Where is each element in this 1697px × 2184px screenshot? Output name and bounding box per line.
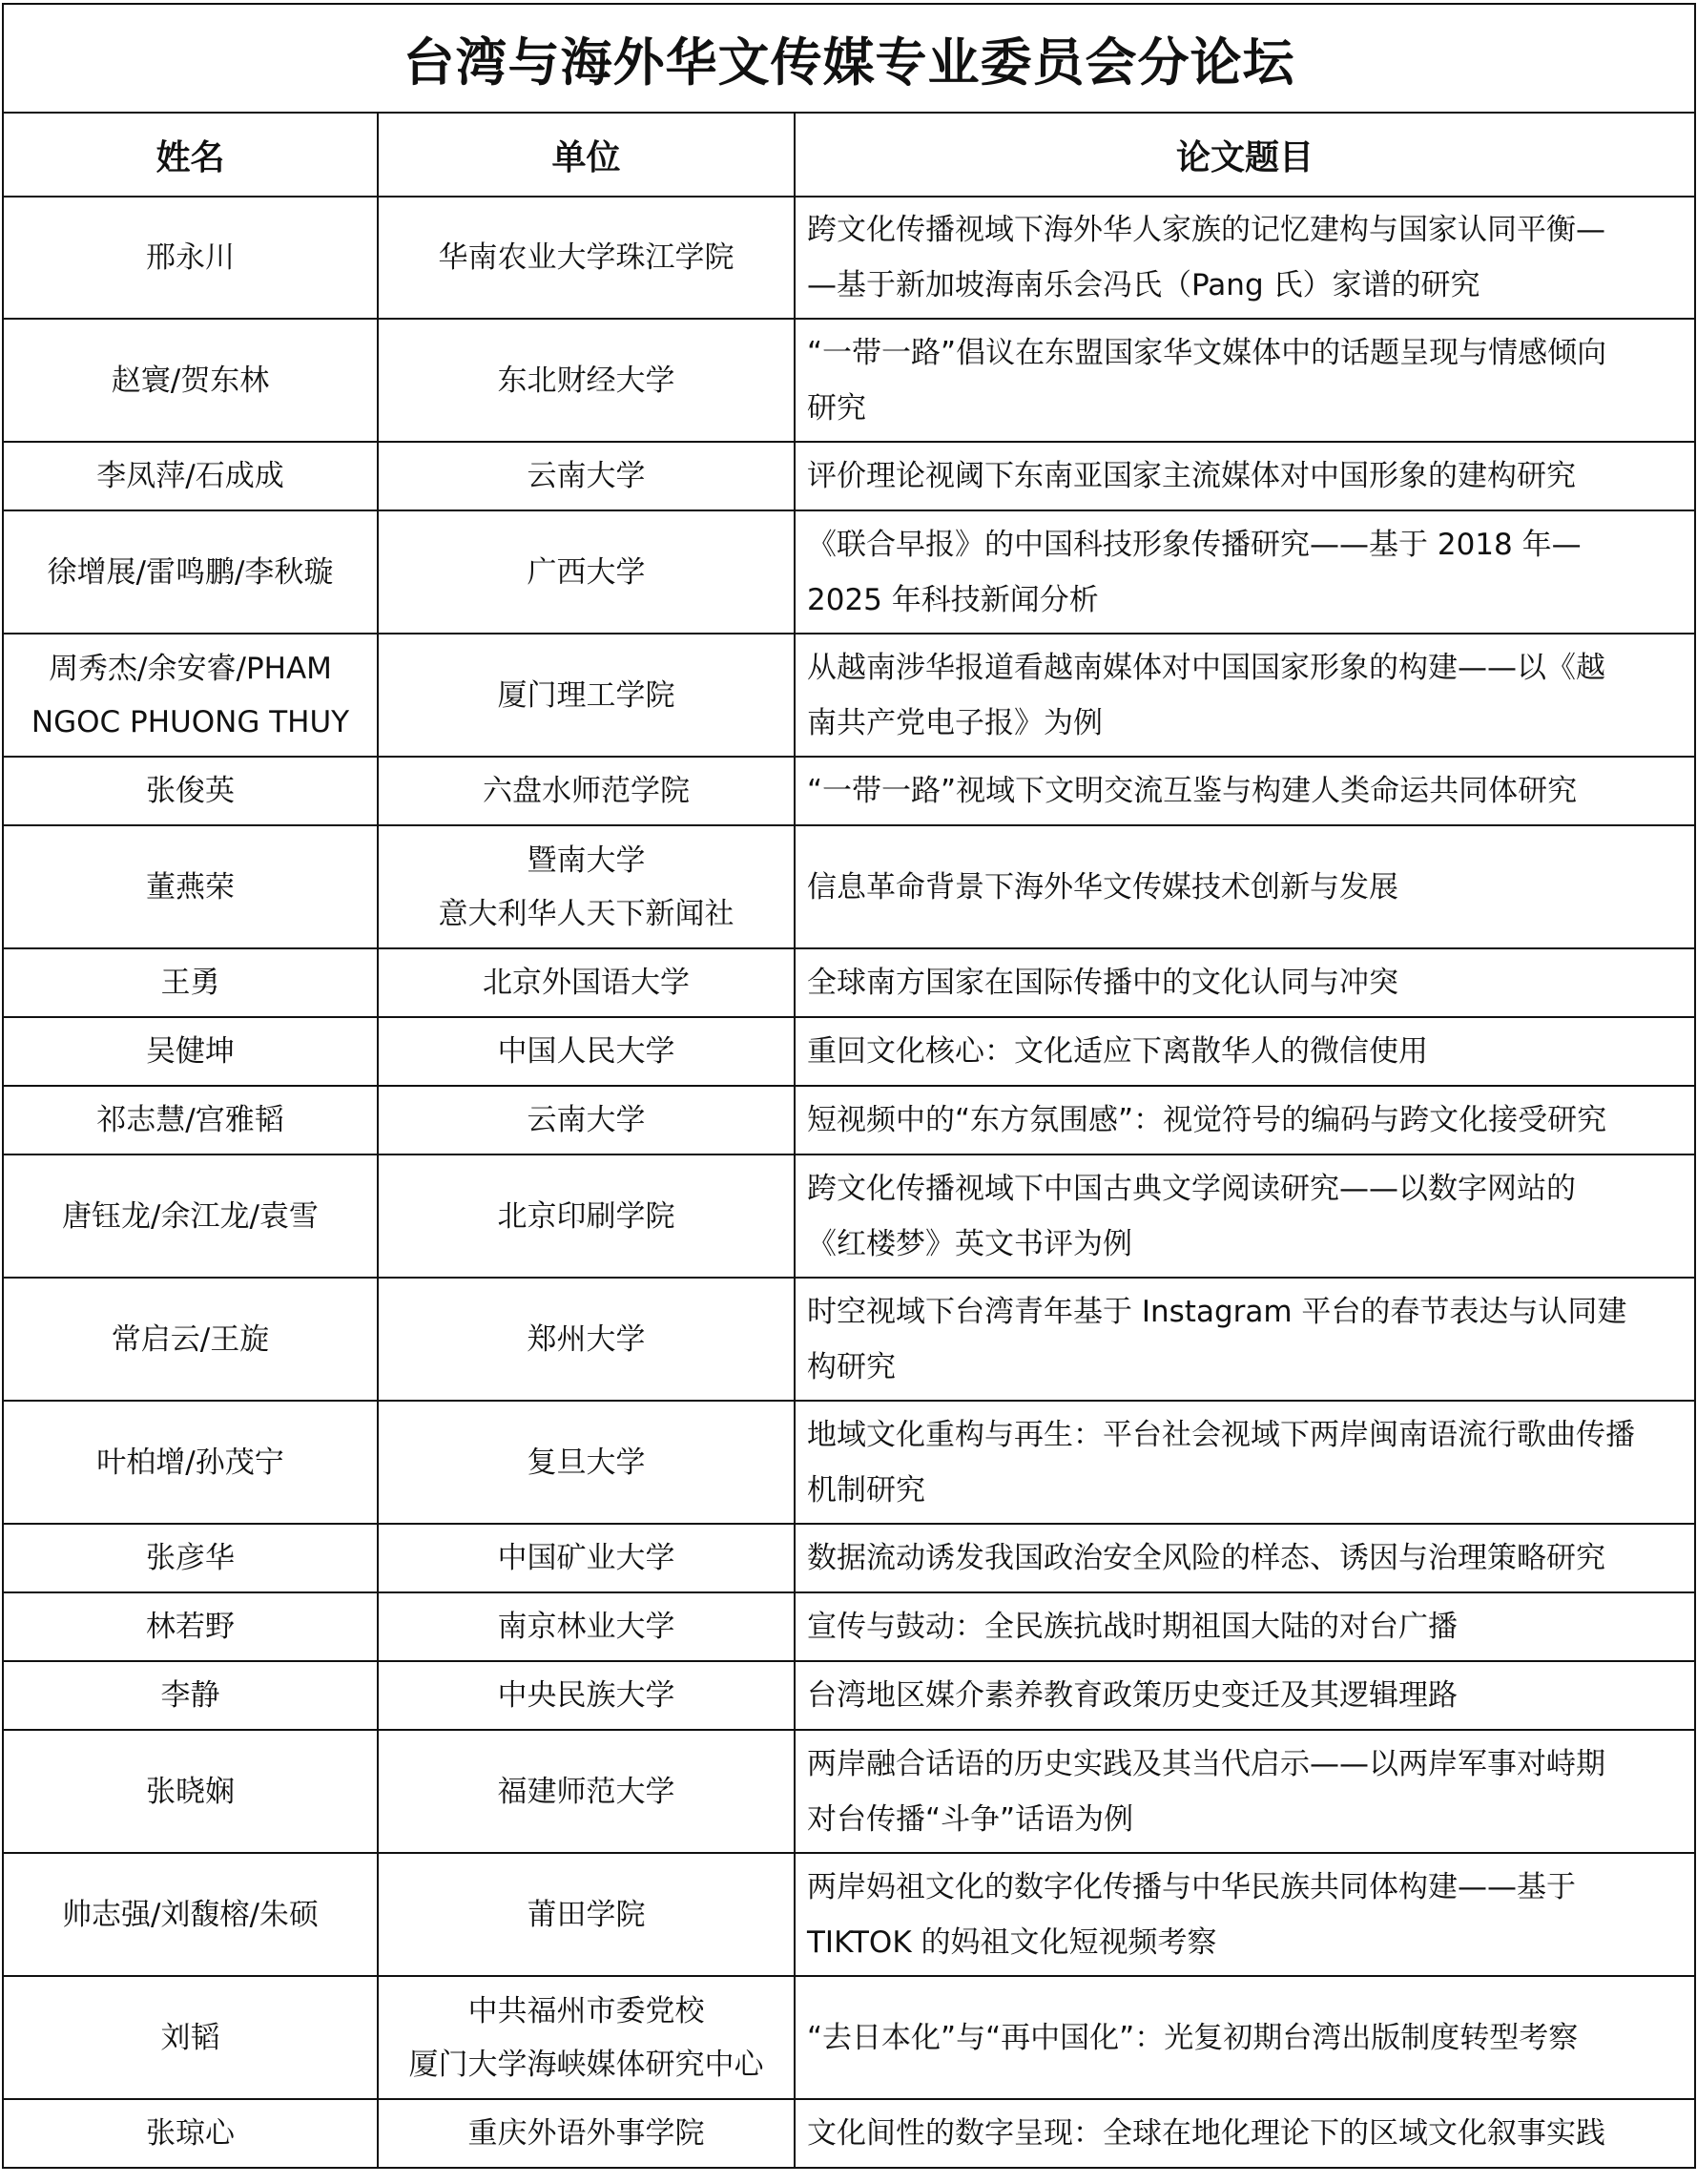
author-name-line: 王勇 [160, 966, 220, 1000]
affiliation-cell [378, 1730, 795, 1853]
paper-title-line: 对台传播“斗争”话语为例 [807, 1801, 1134, 1837]
paper-title-cell [795, 1853, 1695, 1976]
author-name-cell [3, 1730, 378, 1853]
affiliation-line: 厦门大学海峡媒体研究中心 [408, 2047, 764, 2082]
paper-title-line: 时空视域下台湾青年基于 Instagram 平台的春节表达与认同建 [807, 1294, 1627, 1329]
affiliation-cell [378, 319, 795, 442]
paper-title-line: 从越南涉华报道看越南媒体对中国国家形象的构建——以《越 [807, 650, 1605, 685]
author-name-line: 周秀杰/余安睿/PHAM [49, 651, 332, 686]
author-name-line: 邢永川 [146, 240, 235, 275]
paper-title-cell [795, 757, 1695, 825]
author-name-cell [3, 1592, 378, 1661]
paper-title-cell [795, 1730, 1695, 1853]
paper-table [2, 3, 1696, 2169]
author-name-cell [3, 442, 378, 510]
paper-title-line: 重回文化核心：文化适应下离散华人的微信使用 [807, 1034, 1428, 1069]
affiliation-cell [378, 1017, 795, 1086]
paper-title-line: 2025 年科技新闻分析 [807, 582, 1099, 617]
author-name-line: 张彦华 [146, 1541, 235, 1575]
author-name-cell [3, 197, 378, 319]
table-row [3, 1661, 1695, 1730]
paper-title-cell [795, 1154, 1695, 1278]
paper-title-line: 跨文化传播视域下中国古典文学阅读研究——以数字网站的 [807, 1171, 1576, 1206]
page-title: 台湾与海外华文传媒专业委员会分论坛 [3, 4, 1695, 113]
paper-title-line: 台湾地区媒介素养教育政策历史变迁及其逻辑理路 [807, 1678, 1458, 1713]
affiliation-line: 郑州大学 [527, 1321, 646, 1357]
affiliation-line: 东北财经大学 [497, 363, 675, 398]
table-row [3, 1730, 1695, 1853]
affiliation-line: 中国矿业大学 [497, 1541, 675, 1575]
paper-title-line: —基于新加坡海南乐会冯氏（Pang 氏）家谱的研究 [807, 268, 1480, 302]
affiliation-line: 福建师范大学 [497, 1774, 675, 1809]
paper-title-cell [795, 197, 1695, 319]
author-name-cell [3, 2099, 378, 2168]
paper-title-cell [795, 1278, 1695, 1401]
table-row [3, 1278, 1695, 1401]
affiliation-line: 莆田学院 [527, 1897, 646, 1932]
affiliation-cell [378, 1278, 795, 1401]
paper-title-line: “一带一路”视域下文明交流互鉴与构建人类命运共同体研究 [807, 774, 1578, 808]
affiliation-line: 云南大学 [527, 1103, 646, 1137]
forum-paper-list [2, 3, 1694, 2181]
affiliation-cell [378, 757, 795, 825]
column-header-name: 姓名 [3, 113, 378, 197]
author-name-cell [3, 319, 378, 442]
affiliation-line: 中共福州市委党校 [467, 1993, 705, 2028]
paper-title-cell [795, 1017, 1695, 1086]
affiliation-cell [378, 1524, 795, 1592]
affiliation-cell [378, 1086, 795, 1154]
table-row [3, 757, 1695, 825]
affiliation-line: 北京印刷学院 [497, 1198, 675, 1234]
affiliation-line: 中国人民大学 [497, 1034, 675, 1069]
affiliation-line: 南京林业大学 [497, 1610, 675, 1644]
table-row [3, 825, 1695, 948]
author-name-line: 张琼心 [146, 2116, 235, 2151]
paper-title-line: 机制研究 [807, 1472, 925, 1508]
affiliation-cell [378, 510, 795, 634]
author-name-cell [3, 757, 378, 825]
author-name-line: 赵寰/贺东林 [111, 363, 270, 398]
author-name-cell [3, 1853, 378, 1976]
author-name-cell [3, 1401, 378, 1524]
column-header-paper-title: 论文题目 [795, 113, 1695, 197]
affiliation-cell [378, 825, 795, 948]
affiliation-line: 广西大学 [527, 554, 646, 590]
column-header-unit: 单位 [378, 113, 795, 197]
author-name-line: 帅志强/刘馥榕/朱硕 [62, 1897, 319, 1932]
paper-title-cell [795, 510, 1695, 634]
paper-title-cell [795, 2099, 1695, 2168]
affiliation-cell [378, 2099, 795, 2168]
author-name-line: 唐钰龙/余江龙/袁雪 [62, 1198, 319, 1234]
affiliation-cell [378, 1592, 795, 1661]
affiliation-line: 重庆外语外事学院 [467, 2116, 705, 2151]
author-name-line: 祁志慧/宫雅韬 [96, 1103, 284, 1137]
author-name-line: 李静 [160, 1678, 220, 1713]
table-row [3, 2099, 1695, 2168]
paper-title-cell [795, 319, 1695, 442]
paper-title-line: 构研究 [807, 1349, 896, 1384]
author-name-cell [3, 1278, 378, 1401]
author-name-line: NGOC PHUONG THUY [31, 704, 350, 739]
affiliation-cell [378, 1661, 795, 1730]
affiliation-cell [378, 948, 795, 1017]
paper-title-cell [795, 825, 1695, 948]
author-name-cell [3, 825, 378, 948]
author-name-line: 吴健坤 [146, 1034, 235, 1069]
table-row [3, 948, 1695, 1017]
affiliation-line: 云南大学 [527, 459, 646, 493]
table-row [3, 1017, 1695, 1086]
author-name-cell [3, 1086, 378, 1154]
affiliation-cell [378, 197, 795, 319]
author-name-line: 林若野 [146, 1610, 235, 1644]
paper-title-line: 地域文化重构与再生：平台社会视域下两岸闽南语流行歌曲传播 [807, 1417, 1635, 1452]
table-row [3, 319, 1695, 442]
affiliation-cell [378, 1401, 795, 1524]
author-name-line: 张俊英 [146, 774, 235, 808]
paper-title-line: 《红楼梦》英文书评为例 [807, 1226, 1132, 1261]
author-name-cell [3, 1976, 378, 2099]
affiliation-line: 中央民族大学 [497, 1678, 675, 1713]
title-row [3, 4, 1695, 113]
author-name-cell [3, 1017, 378, 1086]
table-row [3, 1592, 1695, 1661]
paper-title-line: 跨文化传播视域下海外华人家族的记忆建构与国家认同平衡— [807, 213, 1605, 247]
author-name-cell [3, 1524, 378, 1592]
affiliation-cell [378, 442, 795, 510]
paper-title-line: 两岸妈祖文化的数字化传播与中华民族共同体构建——基于 [807, 1869, 1576, 1904]
author-name-cell [3, 510, 378, 634]
affiliation-line: 华南农业大学珠江学院 [438, 240, 735, 275]
paper-title-line: 短视频中的“东方氛围感”：视觉符号的编码与跨文化接受研究 [807, 1103, 1607, 1137]
paper-title-line: 信息革命背景下海外华文传媒技术创新与发展 [807, 869, 1398, 905]
paper-title-line: 《联合早报》的中国科技形象传播研究——基于 2018 年— [807, 527, 1582, 562]
table-row [3, 442, 1695, 510]
paper-title-cell [795, 948, 1695, 1017]
paper-title-cell [795, 1401, 1695, 1524]
author-name-line: 刘韬 [160, 2020, 220, 2055]
paper-title-cell [795, 1661, 1695, 1730]
affiliation-line: 六盘水师范学院 [483, 774, 690, 808]
table-row [3, 197, 1695, 319]
author-name-cell [3, 1661, 378, 1730]
affiliation-cell [378, 1853, 795, 1976]
paper-title-line: 全球南方国家在国际传播中的文化认同与冲突 [807, 966, 1398, 1000]
affiliation-line: 复旦大学 [527, 1445, 646, 1480]
author-name-cell [3, 1154, 378, 1278]
affiliation-line: 北京外国语大学 [483, 966, 690, 1000]
affiliation-cell [378, 1154, 795, 1278]
table-row [3, 634, 1695, 757]
table-body [3, 197, 1695, 2168]
paper-title-line: “一带一路”倡议在东盟国家华文媒体中的话题呈现与情感倾向 [807, 335, 1607, 370]
paper-title-line: 研究 [807, 390, 866, 426]
author-name-cell [3, 634, 378, 757]
table-row [3, 1401, 1695, 1524]
paper-title-line: 文化间性的数字呈现：全球在地化理论下的区域文化叙事实践 [807, 2116, 1605, 2151]
author-name-line: 叶柏增/孙茂宁 [96, 1445, 284, 1480]
author-name-line: 徐增展/雷鸣鹏/李秋璇 [47, 554, 334, 590]
header-row [3, 113, 1695, 197]
paper-title-cell [795, 634, 1695, 757]
author-name-cell [3, 948, 378, 1017]
affiliation-line: 厦门理工学院 [497, 677, 675, 713]
paper-title-line: 数据流动诱发我国政治安全风险的样态、诱因与治理策略研究 [807, 1541, 1605, 1575]
author-name-line: 常启云/王旋 [111, 1321, 270, 1357]
paper-title-cell [795, 1592, 1695, 1661]
author-name-line: 张晓娴 [146, 1774, 235, 1809]
paper-title-cell [795, 1976, 1695, 2099]
author-name-line: 李凤萍/石成成 [96, 459, 284, 493]
paper-title-line: 宣传与鼓动：全民族抗战时期祖国大陆的对台广播 [807, 1610, 1458, 1644]
affiliation-line: 意大利华人天下新闻社 [438, 896, 735, 931]
paper-title-line: 评价理论视阈下东南亚国家主流媒体对中国形象的建构研究 [807, 459, 1576, 493]
table-row [3, 1086, 1695, 1154]
paper-title-line: “去日本化”与“再中国化”：光复初期台湾出版制度转型考察 [807, 2020, 1579, 2055]
paper-title-cell [795, 442, 1695, 510]
table-row [3, 1154, 1695, 1278]
table-row [3, 510, 1695, 634]
paper-title-cell [795, 1524, 1695, 1592]
author-name-line: 董燕荣 [146, 869, 235, 905]
table-row [3, 1976, 1695, 2099]
affiliation-cell [378, 634, 795, 757]
affiliation-line: 暨南大学 [527, 842, 646, 878]
paper-title-line: TIKTOK 的妈祖文化短视频考察 [807, 1924, 1217, 1960]
paper-title-line: 两岸融合话语的历史实践及其当代启示——以两岸军事对峙期 [807, 1746, 1605, 1781]
paper-title-line: 南共产党电子报》为例 [807, 705, 1103, 740]
table-row [3, 1853, 1695, 1976]
paper-title-cell [795, 1086, 1695, 1154]
table-row [3, 1524, 1695, 1592]
affiliation-cell [378, 1976, 795, 2099]
